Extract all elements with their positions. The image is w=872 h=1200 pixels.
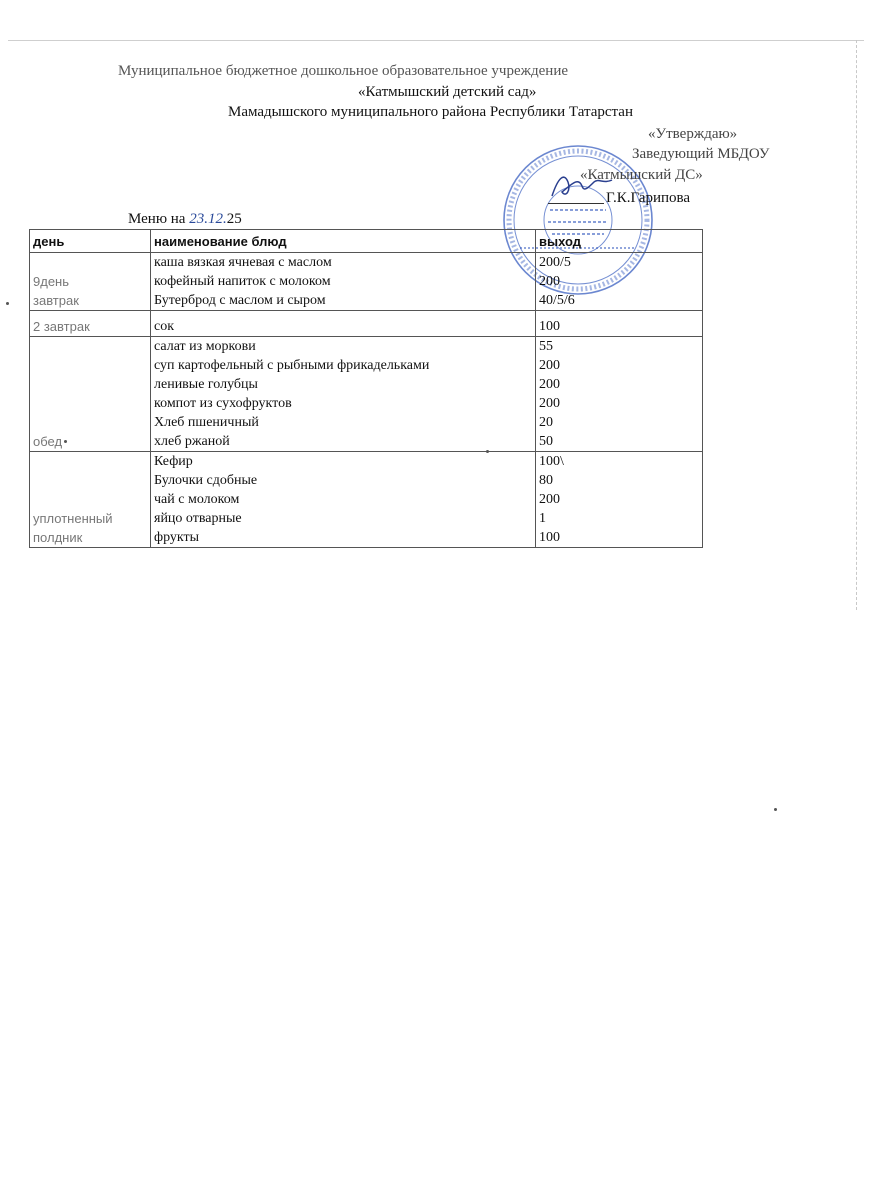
output-list: 100\ 80 200 1 100 (536, 452, 703, 548)
menu-table (29, 229, 703, 548)
menu-date-handwritten: 23.12. (189, 211, 227, 227)
menu-date (128, 211, 242, 228)
district-name: Мамадышского муниципального района Республики Татарстан (228, 104, 633, 120)
dish-list: каша вязкая ячневая с маслом кофейный напиток с молоком Бутерброд с маслом и сыром (151, 253, 536, 311)
signature-line (548, 203, 604, 204)
approval-org: «Катмышский ДС» (580, 167, 703, 183)
signatory-name: Г.К.Гарипова (606, 190, 691, 206)
dish-list: сок (151, 311, 536, 337)
header-day: день (30, 230, 151, 253)
scan-speck (486, 450, 489, 453)
menu-label: Меню на (128, 211, 186, 227)
kindergarten-name: «Катмышский детский сад» (358, 84, 537, 100)
table-row (30, 253, 703, 311)
institution-name: Муниципальное бюджетное дошкольное образовательное учреждение (118, 63, 568, 79)
meal-label: 9день завтрак (30, 253, 151, 311)
scan-speck (6, 302, 9, 305)
table-header-row (30, 230, 703, 253)
scan-speck (64, 440, 67, 443)
dish-list: Кефир Булочки сдобные чай с молоком яйцо отварные фрукты (151, 452, 536, 548)
approval-signatory (548, 189, 690, 207)
approval-position: Заведующий МБДОУ (632, 146, 770, 162)
output-list: 200/5 200 40/5/6 (536, 253, 703, 311)
dish-list: салат из моркови суп картофельный с рыбными фрикадельками ленивые голубцы компот из сухофруктов Хлеб пшеничный хлеб ржаной (151, 337, 536, 452)
table-row (30, 311, 703, 337)
approval-approve: «Утверждаю» (648, 126, 738, 142)
table-row (30, 337, 703, 452)
page-edge-right (856, 40, 857, 610)
scan-speck (774, 808, 777, 811)
meal-label: обед (30, 337, 151, 452)
menu-date-suffix: 25 (226, 211, 242, 227)
header-dish: наименование блюд (151, 230, 536, 253)
meal-label: уплотненный полдник (30, 452, 151, 548)
output-list: 55 200 200 200 20 50 (536, 337, 703, 452)
table-row (30, 452, 703, 548)
output-list: 100 (536, 311, 703, 337)
header-output: выход (536, 230, 703, 253)
meal-label: 2 завтрак (30, 311, 151, 337)
page-edge-top (8, 40, 864, 41)
